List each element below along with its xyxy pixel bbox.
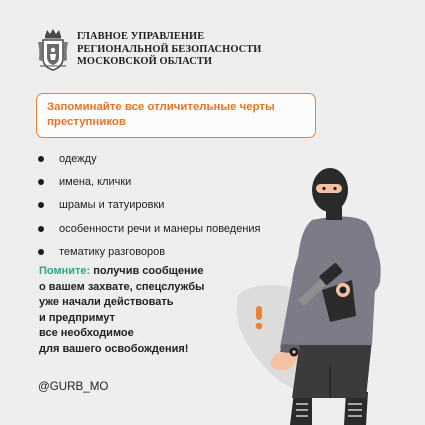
list-item-text: особенности речи и манеры поведения [59, 222, 261, 235]
note-text: получив сообщение [90, 265, 204, 277]
organization-name [77, 31, 261, 69]
bullet-icon [38, 156, 44, 162]
coat-of-arms-icon [37, 28, 69, 72]
speech-blob-shape [237, 285, 332, 397]
bullet-icon [38, 202, 44, 208]
list-item-text: одежду [59, 152, 97, 165]
reminder-note [39, 264, 204, 358]
org-line: ГЛАВНОЕ УПРАВЛЕНИЕ [77, 31, 205, 43]
headline-banner [36, 93, 316, 138]
list-item-text: тематику разговоров [59, 245, 166, 258]
note-line: все необходимое [39, 327, 134, 340]
bullet-icon [38, 179, 44, 185]
header [37, 28, 261, 72]
list-item-text: имена, клички [59, 175, 132, 188]
list-item [38, 217, 261, 240]
note-highlight: Помните: [39, 265, 91, 277]
org-line: РЕГИОНАЛЬНОЙ БЕЗОПАСНОСТИ [77, 43, 262, 55]
list-item [38, 194, 261, 217]
note-line: уже начали действовать [39, 296, 174, 309]
warning-icon [256, 306, 263, 329]
features-list [38, 147, 261, 263]
list-item [38, 170, 261, 193]
headline-line: преступников [47, 115, 126, 128]
note-line: для вашего освобождения! [39, 342, 189, 355]
list-item [38, 240, 261, 263]
headline-line: Запоминайте все отличительные черты [47, 101, 275, 113]
bullet-icon [38, 249, 44, 255]
bullet-icon [38, 226, 44, 232]
list-item-text: шрамы и татуировки [59, 199, 165, 212]
note-line: и предпримут [39, 311, 116, 324]
org-line: МОСКОВСКОЙ ОБЛАСТИ [77, 56, 213, 68]
social-handle: @GURB_MO [38, 380, 109, 393]
note-line [39, 264, 204, 280]
list-item [38, 147, 261, 170]
note-line: о вашем захвате, спецслужбы [39, 280, 205, 293]
